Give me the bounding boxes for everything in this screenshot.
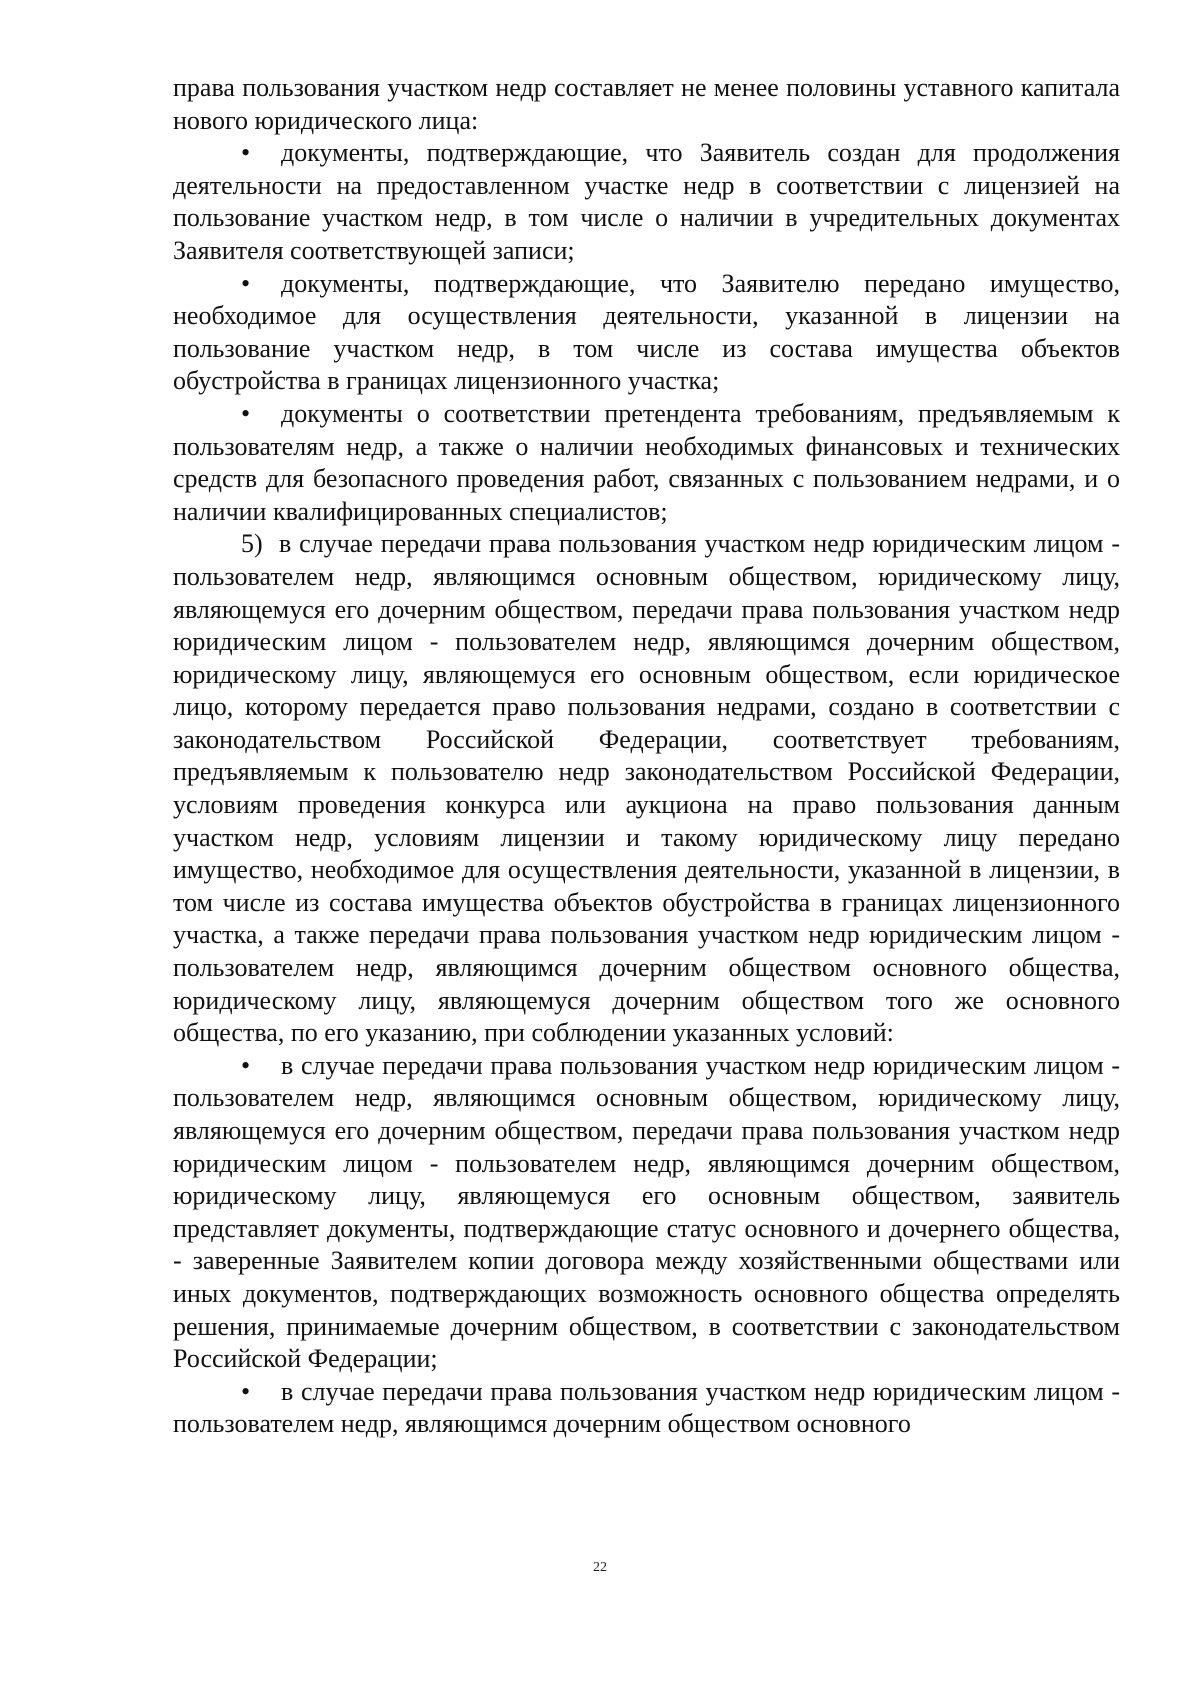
lead-paragraph: права пользования участком недр составляет не менее половины уставного капитала нового юридического лица: bbox=[173, 73, 1120, 135]
bullet-icon: • bbox=[241, 1050, 251, 1080]
item-text: в случае передачи права пользования участком недр юридическим лицом - пользователем недр, являющимся основным обществом, юридическому лицу, являющемуся его дочерним обществом, передачи права пользования участком недр юридическим лицом - пользователем недр, являющимся дочерним обществом, юридическому лицу, являющемуся его основным обществом, если юридическое лицо, которому передается право пользования недрами, создано в соответствии с законодательством Российской Федерации, соответствует требованиям, предъявляемым к пользователю недр законодательством Российской Федерации, условиям проведения конкурса или аукциона на право пользования данным участком недр, условиям лицензии и такому юридическому лицу передано имущество, необходимое для осуществления деятельности, указанной в лицензии, в том числе из состава имущества объектов обустройства в границах лицензионного участка, а также передачи права пользования участком недр юридическим лицом - пользователем недр, являющимся дочерним обществом основного общества, юридическому лицу, являющемуся дочерним обществом того же основного общества, по его указанию, при соблюдении указанных условий: bbox=[173, 529, 1120, 1048]
document-body bbox=[173, 72, 1120, 1441]
numbered-item-5 bbox=[173, 528, 1120, 1050]
bullet-icon: • bbox=[241, 268, 251, 298]
item-number: 5) bbox=[241, 529, 263, 559]
bullet-icon: • bbox=[241, 1376, 251, 1406]
bullet-item bbox=[173, 137, 1120, 267]
bullet-item bbox=[173, 398, 1120, 528]
bullet-icon: • bbox=[241, 138, 251, 168]
bullet-item bbox=[173, 268, 1120, 398]
bullet-icon: • bbox=[241, 398, 251, 428]
bullet-text: документы, подтверждающие, что Заявителю передано имущество, необходимое для осуществления деятельности, указанной в лицензии на пользование участком недр, в том числе из состава имущества объектов обустройства в границах лицензионного участка; bbox=[173, 268, 1120, 396]
bullet-item bbox=[173, 1050, 1120, 1376]
page-number: 22 bbox=[593, 1560, 607, 1575]
bullet-text: документы, подтверждающие, что Заявитель создан для продолжения деятельности на предоставленном участке недр в соответствии с лицензией на пользование участком недр, в том числе о наличии в учредительных документах Заявителя соответствующей записи; bbox=[173, 138, 1120, 265]
bullet-text: документы о соответствии претендента требованиям, предъявляемым к пользователям недр, а также о наличии необходимых финансовых и технических средств для безопасного проведения работ, связанных с пользованием недрами, и о наличии квалифицированных специалистов; bbox=[173, 398, 1120, 526]
bullet-text: в случае передачи права пользования участком недр юридическим лицом - пользователем недр, являющимся основным обществом, юридическому лицу, являющемуся его дочерним обществом, передачи права пользования участком недр юридическим лицом - пользователем недр, являющимся дочерним обществом, юридическому лицу, являющемуся его основным обществом, заявитель представляет документы, подтверждающие статус основного и дочернего общества, - заверенные Заявителем копии договора между хозяйственными обществами или иных документов, подтверждающих возможность основного общества определять решения, принимаемые дочерним обществом, в соответствии с законодательством Российской Федерации; bbox=[173, 1050, 1120, 1374]
bullet-item bbox=[173, 1376, 1120, 1441]
bullet-text: в случае передачи права пользования участком недр юридическим лицом - пользователем недр, являющимся дочерним обществом основного bbox=[173, 1376, 1120, 1439]
